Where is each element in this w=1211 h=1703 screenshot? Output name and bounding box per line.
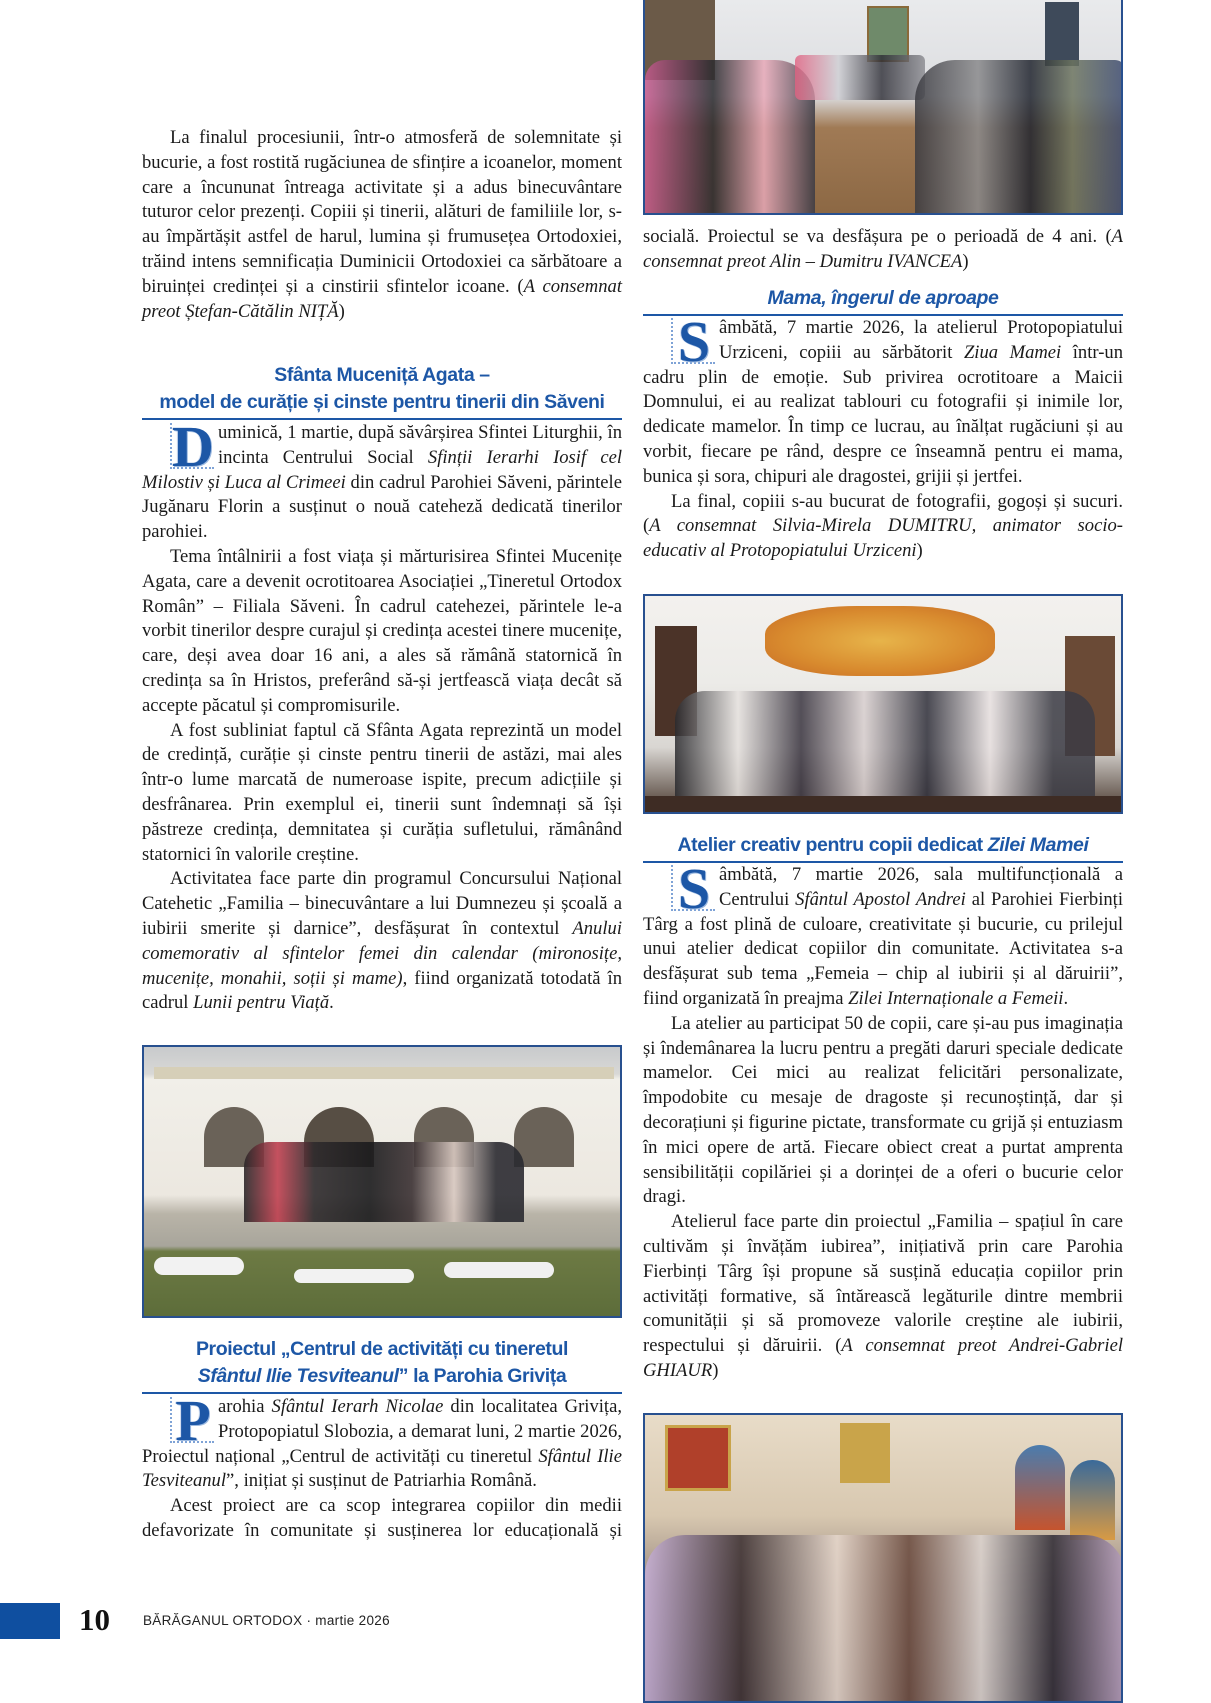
text-run-italic: Sfântul Apostol Andrei (795, 888, 966, 910)
paragraph (142, 867, 622, 1016)
heading-text: Atelier creativ pentru copii dedicat (677, 834, 988, 856)
text-run: A fost subliniat faptul că Sfânta Agata reprezintă un model de credință, curăție și cinste pentru tinerii de astăzi, mai ales într-o lume marcată de numeroase ispite, precum adicțiile și desfrânarea. Prin exemplul ei, tinerii sunt îndemnați să își păstreze credința, demnitatea și curăția sufletului, rămânând statornici în valorile creștine. (142, 719, 622, 865)
text-run-italic: A consemnat preot Alin – Dumitru IVANCEA (643, 226, 1123, 272)
text-run-italic: Sfântul Ierarh Nicolae (271, 1396, 444, 1417)
decorative-dropcap-s: S (671, 865, 715, 911)
text-run: ) (916, 540, 923, 562)
article-atelier-body (643, 856, 1123, 1384)
text-run: din localitatea Grivița, Protopopiatul Slobozia, a demarat luni, 2 martie 2026, Proiectul național „Centrul de activități cu tineretul (142, 1396, 622, 1467)
article-mama-body (643, 309, 1123, 564)
text-run: uminică, 1 martie, după săvârșirea Sfintei Liturghii, în incinta Centrului Social (218, 422, 622, 468)
heading-proiectul-centrul-de-activitati (142, 1336, 622, 1394)
publication-name: BĂRĂGANUL ORTODOX (143, 1613, 303, 1628)
paragraph (643, 856, 1123, 1012)
heading-text-italic: Zilei Mamei (987, 834, 1089, 856)
intro-paragraph-block (142, 126, 622, 324)
grivita-article-continuation (643, 225, 1123, 275)
paragraph (643, 1012, 1123, 1210)
text-run: socială. Proiectul se va desfășura pe o perioadă de 4 ani. ( (643, 226, 1112, 247)
text-run-italic: A consemnat Silvia-Mirela DUMITRU, animator socio-educativ al Protopopiatului Urziceni (643, 515, 1123, 562)
text-run: ) (338, 300, 345, 322)
text-run-italic: Anului comemorativ al sfintelor femei din calendar (mironosițe, mucenițe, monahii, soții și mame) (142, 917, 622, 989)
text-run: într-un cadru plin de emoție. Sub privirea ocrotitoare a Maicii Domnului, ei au realizat tablouri cu fotografii și inimile lor, dedicate mamelor. În timp ce lucrau, au înălțat rugăciuni și au vorbit, fiecare pe rând, despre ce înseamnă pentru ei mama, bunica și sora, chipuri ale dragostei, grijii și jertfei. (643, 341, 1123, 487)
text-run-italic: Ziua Mamei (963, 341, 1062, 363)
text-run: . (1063, 987, 1069, 1009)
footer-color-bar (0, 1603, 60, 1639)
text-run-italic: A consemnat preot Andrei-Gabriel GHIAUR (643, 1335, 1123, 1381)
photo-children-creative-workshop (643, 1413, 1123, 1703)
text-run: al Parohiei Fierbinți Târg a fost plină de culoare, creativitate și bucurie, cu prilejul unui atelier dedicat copiilor din comunitate. Activitatea s-a desfășurat sub tema „Femeia – chip al iubirii și al dăruirii”, fiind organizată în preajma (643, 888, 1123, 1009)
text-run: Tema întâlnirii a fost viața și mărturisirea Sfintei Mucenițe Agata, care a devenit ocrotitoarea Asociației „Tineretul Ortodox Român” – Filiala Săveni. În cadrul catehezei, părintele le-a vorbit tinerilor despre curajul și credința acestei tinere mucenițe, care, deși avea doar 16 ani, a ales să rămână statornică în credința sa în Hristos, preferând să-și jertfească viața decât să accepte păcatul și compromisurile. (142, 545, 622, 716)
issue-date: martie 2026 (315, 1613, 390, 1628)
paragraph (643, 225, 1123, 275)
decorative-dropcap-d: D (170, 423, 214, 469)
text-run: ”, inițiat și susținut de Patriarhia Română. (226, 1470, 537, 1492)
heading-text: ” la Parohia Grivița (398, 1365, 567, 1387)
paragraph (142, 1388, 622, 1494)
text-run: din cadrul Parohiei Săveni, părintele Jugănaru Florin a susținut o nouă cateheză dedicată tinerilor parohiei. (142, 471, 622, 543)
text-run: âmbătă, 7 martie 2026, sala multifuncțională a Centrului (719, 864, 1123, 910)
text-run: La finalul procesiunii, într-o atmosferă de solemnitate și bucurie, a fost rostită rugăciunea de sfințire a icoanelor, moment care a încununat întreaga activitate și a adus binecuvântare tuturor celor prezenți. Copiii și tinerii, alături de familiile lor, s-au împărtășit astfel de harul, lumina și frumusețea Ortodoxiei, trăind intens semnificația Duminicii Ortodoxiei ca sărbătoare a biruinței credinței și a cinstirii sfintelor icoane. ( (142, 127, 622, 297)
heading-atelier-creativ (643, 832, 1123, 863)
heading-line-2 (142, 1363, 622, 1390)
text-run: Acest proiect are ca scop integrarea copiilor din medii defavorizate în comunitate și susținerea lor educațională și (142, 1495, 622, 1541)
heading-mama-ingerul-de-aproape (643, 285, 1123, 316)
text-run-italic: Sfinții Ierarhi Iosif cel Milostiv și Luca al Crimeei (142, 446, 622, 493)
text-run: âmbătă, 7 martie 2026, la atelierul Protopopiatului Urziceni, copiii au sărbătorit (719, 317, 1123, 363)
paragraph (142, 414, 622, 545)
decorative-dropcap-s: S (671, 318, 715, 364)
text-run-italic: Zilei Internaționale a Femeii (848, 987, 1064, 1009)
text-run: La atelier au participat 50 de copii, care și-au pus imaginația și îndemânarea la lucru pentru a pregăti daruri speciale dedicate mamelor. Cei mici au realizat felicitări personalizate, împodobite cu mesaje de dragoste și recunoștință, dar și decorațiuni și figurine pictate, transformate cu grijă și entuziasm în mici opere de artă. Fiecare obiect creat a purtat amprenta sensibilității copilăriei și a dorinței de a oferi o bucurie celor dragi. (643, 1012, 1123, 1208)
text-run: Activitatea face parte din programul Concursului Național Catehetic „Familia – binecuvântare a lui Dumnezeu și școală a iubirii smerite și darnice”, desfășurat în contextul (142, 868, 622, 939)
text-run: Atelierul face parte din proiectul „Familia – spațiul în care cultivăm și învățăm iubirea”, inițiativă prin care Parohia Fierbinți Târg își propune să susțină educația copiilor prin activități formative, să întărească legăturile dintre membrii comunității și să promoveze valorile creștine ale iubirii, respectului și dăruirii. ( (643, 1211, 1123, 1357)
paragraph (142, 719, 622, 868)
text-run-italic: Lunii pentru Viață (193, 992, 330, 1014)
paragraph (142, 545, 622, 719)
text-run: ) (712, 1359, 719, 1381)
heading-text-italic: Sfântul Ilie Tesviteanul (197, 1365, 399, 1387)
decorative-dropcap-p: P (170, 1397, 214, 1443)
heading-sfanta-agata (142, 362, 622, 420)
paragraph (643, 309, 1123, 490)
text-run-italic: A consemnat preot Ștefan-Cătălin NIȚĂ (142, 275, 622, 322)
paragraph (643, 490, 1123, 564)
photo-children-with-handmade-cards (643, 594, 1123, 814)
article-saveni-body (142, 414, 623, 1016)
photo-children-in-parish-hall (643, 0, 1123, 215)
paragraph (142, 126, 622, 324)
heading-line-1: Proiectul „Centrul de activități cu tineretul (195, 1338, 569, 1360)
separator: · (302, 1613, 316, 1628)
text-run: . (329, 992, 334, 1014)
text-run: La final, copiii s-au bucurat de fotografii, gogoși și sucuri. ( (643, 490, 1123, 537)
text-run: , fiind organizată totodată în cadrul (142, 967, 623, 1014)
article-grivita-body (142, 1388, 622, 1544)
heading-line-2: model de curăție și cinste pentru tinerii din Săveni (159, 391, 605, 413)
text-run: ) (962, 250, 969, 272)
paragraph (643, 1210, 1123, 1384)
paragraph (142, 1494, 622, 1544)
page-number: 10 (79, 1602, 110, 1637)
text-run: arohia (218, 1396, 272, 1417)
heading-text: Mama, îngerul de aproape (767, 287, 999, 309)
publication-line (143, 1612, 390, 1630)
heading-line-1: Sfânta Muceniță Agata – (274, 364, 490, 386)
photo-youth-group-outside-church-center (142, 1045, 622, 1318)
text-run-italic: Sfântul Ilie Tesviteanul (142, 1445, 622, 1492)
